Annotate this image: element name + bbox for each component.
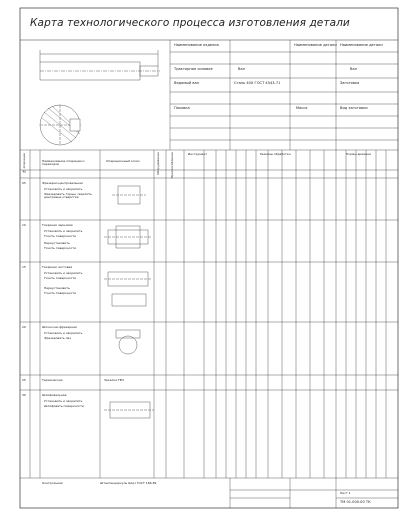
op-name: Термическая <box>42 378 63 382</box>
op-step: Точить поверхности <box>44 246 77 250</box>
main-table-grid <box>20 150 398 478</box>
col-header-cutting: Режимы обработки <box>260 152 291 156</box>
op-step: Переустановить <box>44 286 70 290</box>
op-name: Шлифовальная <box>42 393 67 397</box>
header-cell: Наименование детали <box>340 43 383 47</box>
operation-sketches <box>104 186 154 418</box>
op-num: 15 <box>22 265 26 269</box>
col-header-op-name: Наименование операции и переходов <box>42 159 85 166</box>
header-cell: Масса <box>296 106 308 110</box>
col-header-op-num: № операции <box>22 153 26 174</box>
control-note: Контрольная <box>42 481 63 485</box>
op-num: 25 <box>22 378 26 382</box>
col-header-fixture: Приспособление <box>170 152 174 179</box>
op-step: Точить поверхности <box>44 291 77 295</box>
op-step: Переустановить <box>44 241 70 245</box>
op-name: Шпоночно-фрезерная <box>42 325 77 329</box>
op-step: Шлифовать поверхности <box>44 404 84 408</box>
op-step: Установить и закрепить <box>44 331 83 335</box>
header-cell: Вал <box>350 67 357 71</box>
stamp-sheet: Лист 1 <box>340 491 351 495</box>
op-name: Токарная черновая <box>42 223 73 227</box>
page-title: Карта технологического процесса изготовления детали <box>30 17 350 29</box>
op-num: 30 <box>22 393 26 397</box>
op-step: Точить поверхности <box>44 276 77 280</box>
header-cell: Вал <box>238 67 245 71</box>
op-num: 20 <box>22 325 26 329</box>
op-step: Фрезеровать паз <box>44 336 71 340</box>
header-cell: Наименование изделия <box>174 43 219 47</box>
col-header-equipment: Оборудование <box>156 152 160 175</box>
header-cell: Ведомый вал <box>174 81 200 85</box>
title-block <box>230 478 398 508</box>
op-step: Точить поверхности <box>44 234 77 238</box>
stamp-code: ТМ 01.000.00 ТК <box>340 500 371 504</box>
header-cell: Заготовка <box>340 81 360 85</box>
col-header-sketch: Операционный эскиз <box>106 159 140 163</box>
op-step: Фрезеровать торцы, сверлить центровые отверстия <box>44 192 92 199</box>
header-cell: Наименование детали <box>294 43 337 47</box>
footer-note: Штангенциркуль ШЦ-I ГОСТ 166-89 <box>100 481 157 485</box>
part-sketch <box>40 50 160 145</box>
op-step: Закалка ТВЧ <box>104 378 124 382</box>
op-name: Фрезерно-центровальная <box>42 181 83 185</box>
header-grid <box>170 40 398 150</box>
op-name: Токарная чистовая <box>42 265 73 269</box>
col-header-time: Нормы времени <box>346 152 372 156</box>
col-header-tool: Инструмент <box>188 152 208 156</box>
header-cell: Тракторное силовое <box>174 67 213 71</box>
op-step: Установить и закрепить <box>44 229 83 233</box>
op-step: Установить и закрепить <box>44 187 83 191</box>
op-num: 05 <box>22 181 26 185</box>
op-step: Установить и закрепить <box>44 271 83 275</box>
op-num: 10 <box>22 223 26 227</box>
header-cell: Поковка <box>174 106 190 110</box>
op-step: Установить и закрепить <box>44 399 83 403</box>
header-cell: Сталь 40Х ГОСТ 4543-71 <box>234 81 281 85</box>
header-cell: Вид заготовки <box>340 106 368 110</box>
